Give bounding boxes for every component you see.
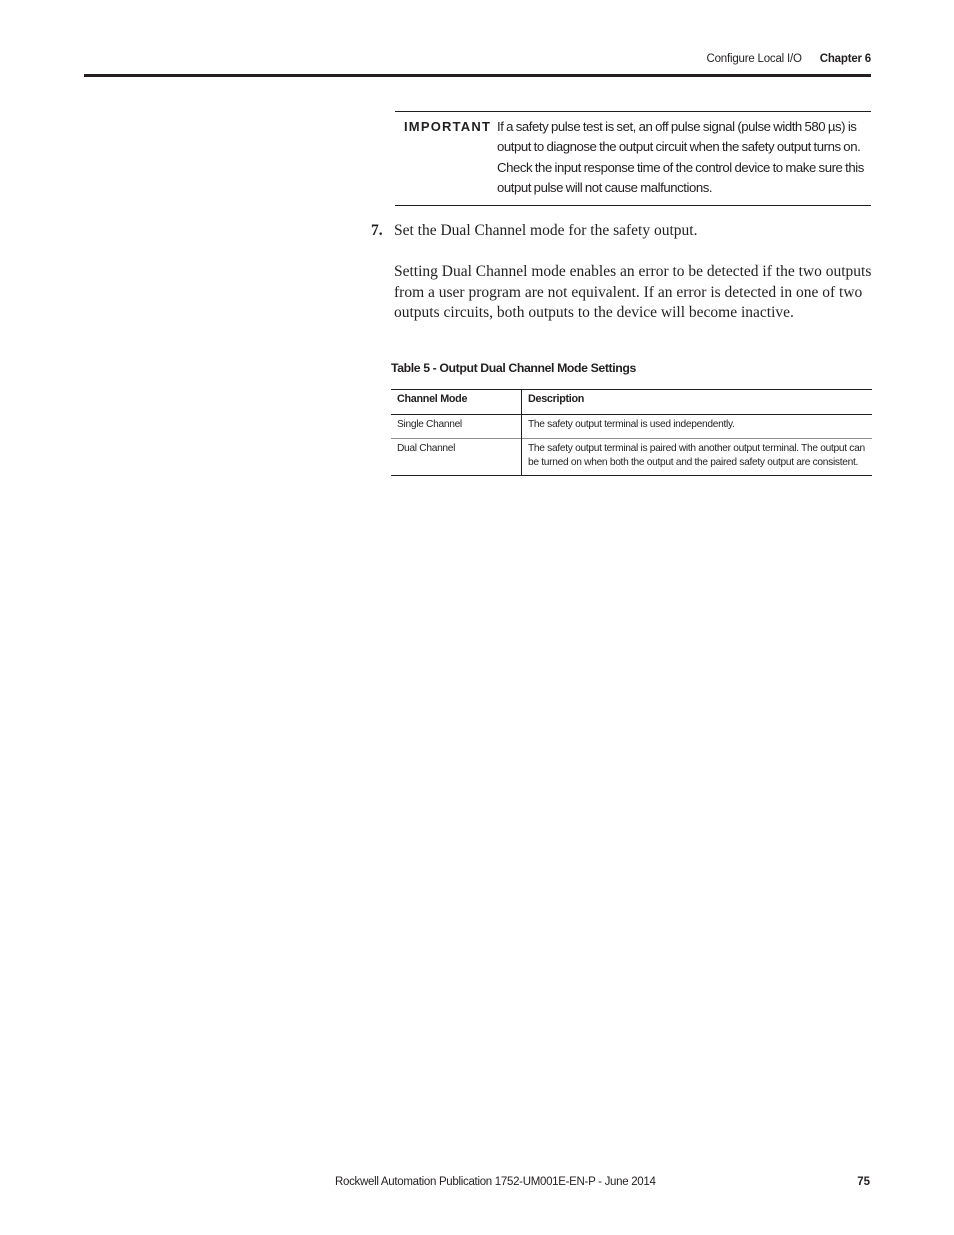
table-row (391, 438, 872, 476)
table-caption: Table 5 - Output Dual Channel Mode Settings (391, 361, 636, 375)
header-rule (84, 74, 871, 77)
step-paragraph: Setting Dual Channel mode enables an error to be detected if the two outputs from a user program are not equivalent. If an error is detected in one of two outputs circuits, both outputs to the device will become inactive. (394, 263, 872, 321)
step-number: 7. (371, 222, 383, 239)
table-header-row (391, 390, 872, 415)
channel-mode-table (391, 389, 872, 476)
table-cell-mode: Single Channel (391, 415, 522, 439)
running-header (706, 53, 871, 65)
header-section-title: Configure Local I/O (706, 53, 802, 65)
important-text: If a safety pulse test is set, an off pulse signal (pulse width 580 µs) is output to diagnose the output circuit when the safety output turns on. Check the input response time of the control device to make sure this output pulse will not cause malfunctions. (497, 119, 864, 195)
table-cell-description: The safety output terminal is paired with another output terminal. The output can be turned on when both the output and the paired safety output are consistent. (528, 442, 865, 468)
footer-publication: Rockwell Automation Publication 1752-UM001E-EN-P - June 2014 (335, 1176, 656, 1188)
table-cell-mode: Dual Channel (391, 438, 522, 476)
step-text: Set the Dual Channel mode for the safety output. (394, 222, 698, 239)
table-header-description: Description (528, 393, 585, 405)
table-cell-description: The safety output terminal is used independently. (528, 419, 735, 430)
header-chapter-label: Chapter 6 (819, 53, 871, 65)
page-number: 75 (857, 1176, 870, 1188)
table-header-channel-mode: Channel Mode (391, 390, 522, 415)
important-label: IMPORTANT (404, 119, 492, 134)
table-row (391, 415, 872, 439)
